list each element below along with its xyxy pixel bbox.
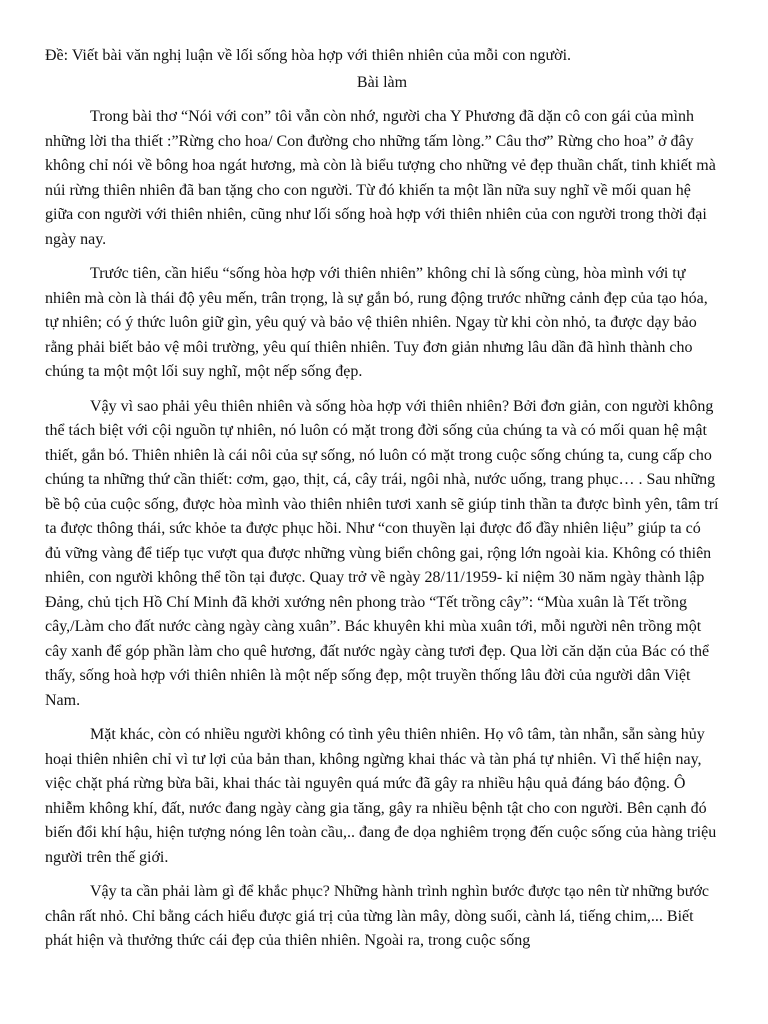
paragraph-2: Trước tiên, cần hiểu “sống hòa hợp với thiên nhiên” không chỉ là sống cùng, hòa mình với tự nhiên mà còn là thái độ yêu mến, trân trọng, là sự gắn bó, rung động trước những cảnh đẹp của tạo hóa, tự nhiên; có ý thức luôn giữ gìn, yêu quý và bảo vệ thiên nhiên. Ngay từ khi còn nhỏ, ta được dạy bảo rằng phải biết bảo vệ môi trường, yêu quí thiên nhiên. Tuy đơn giản nhưng lâu dần đã hình thành cho chúng ta một một lối suy nghĩ, một nếp sống đẹp. — [45, 265, 708, 380]
paragraph-1: Trong bài thơ “Nói với con” tôi vẫn còn nhớ, người cha Y Phương đã dặn cô con gái của mình những lời tha thiết :”Rừng cho hoa/ Con đường cho những tấm lòng.” Câu thơ” Rừng cho hoa” ở đây không chỉ nói về bông hoa ngát hương, mà còn là biểu tượng cho những vẻ đẹp thuần chất, tinh khiết mà núi rừng thiên nhiên đã ban tặng cho con người. Từ đó khiến ta một lần nữa suy nghĩ về mối quan hệ giữa con người với thiên nhiên, cũng như lối sống hoà hợp với thiên nhiên của con người trong thời đại ngày nay. — [45, 108, 716, 248]
paragraph-5: Vậy ta cần phải làm gì để khắc phục? Những hành trình nghìn bước được tạo nên từ những bước chân rất nhỏ. Chỉ bằng cách hiểu được giá trị của từng làn mây, dòng suối, cành lá, tiếng chim,... Biết phát hiện và thưởng thức cái đẹp của thiên nhiên. Ngoài ra, trong cuộc sống — [45, 883, 710, 949]
paragraph-3: Vậy vì sao phải yêu thiên nhiên và sống hòa hợp với thiên nhiên? Bởi đơn giản, con người không thể tách biệt với cội nguồn tự nhiên, nó luôn có mặt trong đời sống của chúng ta và có mối quan hệ mật thiết, gắn bó. Thiên nhiên là cái nôi của sự sống, nó luôn có mặt trong cuộc sống chúng ta, cung cấp cho chúng ta những thứ cần thiết: cơm, gạo, thịt, cá, cây trái, ngôi nhà, nước uống, trang phục… . Sau những bề bộ của cuộc sống, được hòa mình vào thiên nhiên tươi xanh sẽ giúp tinh thần ta được bình yên, tâm trí ta được thông thái, sức khỏe ta được phục hồi. Như “con thuyền lại được đổ đầy nhiên liệu” giúp ta có đủ vững vàng để tiếp tục vượt qua được những vùng biển chông gai, rộng lớn ngoài kia. Không có thiên nhiên, con người không thể tồn tại được. Quay trở về ngày 28/11/1959- kỉ niệm 30 năm ngày thành lập Đảng, chủ tịch Hồ Chí Minh đã khởi xướng nên phong trào “Tết trồng cây”: “Mùa xuân là Tết trồng cây,/Làm cho đất nước càng ngày càng xuân”. Bác khuyên khi mùa xuân tới, mỗi người nên trồng một cây xanh để góp phần làm cho quê hương, đất nước ngày càng tươi đẹp. Qua lời căn dặn của Bác có thể thấy, sống hoà hợp với thiên nhiên là một nếp sống đẹp, một truyền thống lâu đời của người dân Việt Nam. — [45, 397, 719, 709]
document-page — [45, 44, 719, 964]
essay-topic: Đề: Viết bài văn nghị luận về lối sống hòa hợp với thiên nhiên của mỗi con người. — [45, 47, 572, 64]
essay-subtitle: Bài làm — [356, 73, 408, 91]
paragraph-4: Mặt khác, còn có nhiều người không có tình yêu thiên nhiên. Họ vô tâm, tàn nhẫn, sẵn sàng hủy hoại thiên nhiên chỉ vì tư lợi của bản than, không ngừng khai thác và tàn phá tự nhiên. Vì thế hiện nay, việc chặt phá rừng bừa bãi, khai thác tài nguyên quá mức đã gây ra nhiều hậu quả đáng báo động. Ô nhiễm không khí, đất, nước đang ngày càng gia tăng, gây ra nhiều bệnh tật cho con người. Bên cạnh đó biến đổi khí hậu, hiện tượng nóng lên toàn cầu,.. đang đe dọa nghiêm trọng đến cuộc sống của hàng triệu người trên thế giới. — [45, 726, 717, 866]
